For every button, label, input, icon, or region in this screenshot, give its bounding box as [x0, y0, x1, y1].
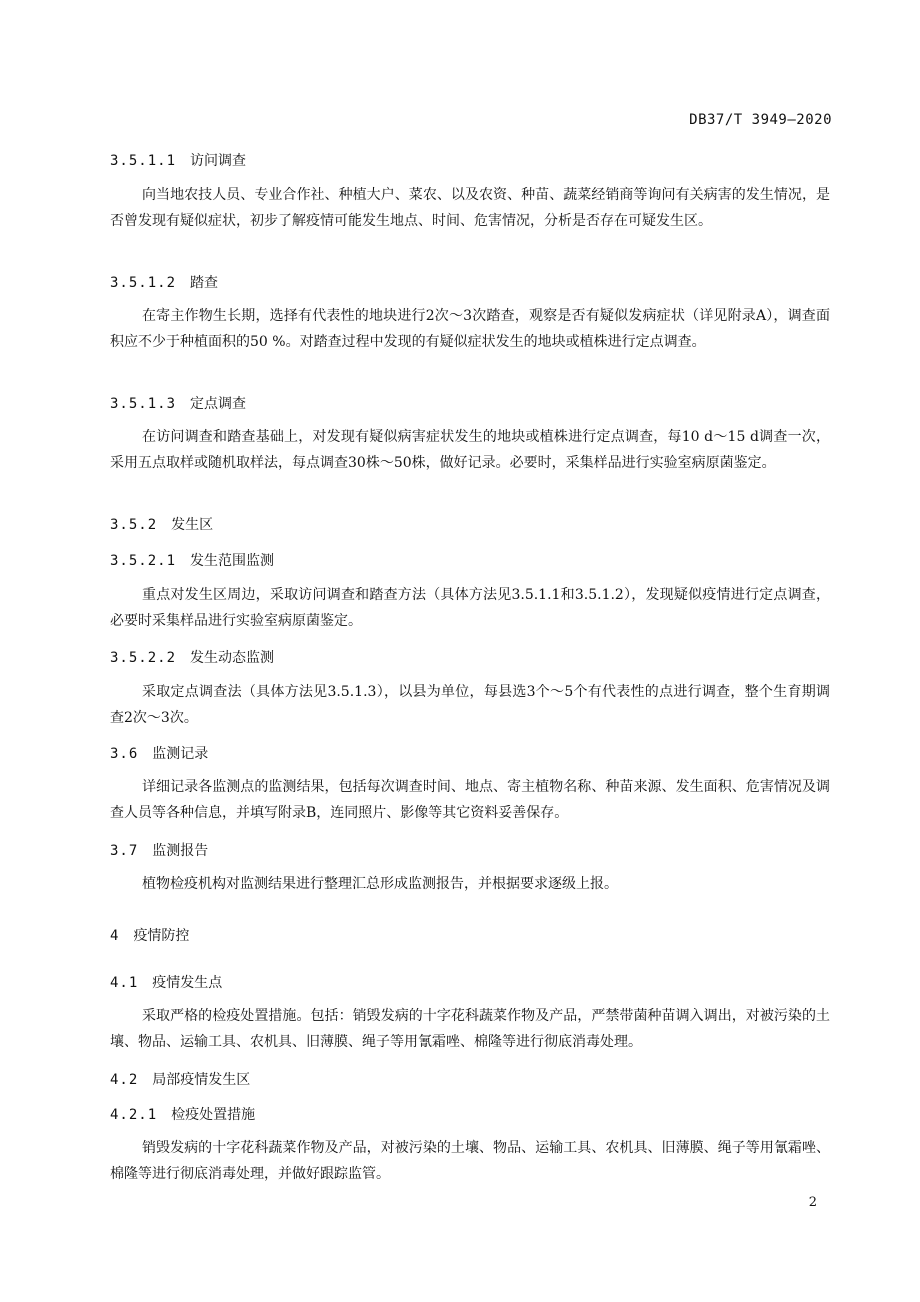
section-heading — [110, 647, 274, 667]
section-number: 4.2.1 — [110, 1107, 158, 1123]
page-number: 2 — [808, 1195, 817, 1210]
section-paragraph: 向当地农技人员、专业合作社、种植大户、菜农、以及农资、种苗、蔬菜经销商等询问有关病害的发生情况，是否曾发现有疑似症状，初步了解疫情可能发生地点、时间、危害情况，分析是否存在可疑发生区。 — [110, 187, 830, 229]
section-paragraph: 采取严格的检疫处置措施。包括：销毁发病的十字花科蔬菜作物及产品，严禁带菌种苗调入调出，对被污染的土壤、物品、运输工具、农机具、旧薄膜、绳子等用氰霜唑、棉隆等进行彻底消毒处理。 — [110, 1008, 830, 1050]
section-title: 发生范围监测 — [190, 553, 275, 569]
section-paragraph: 植物检疫机构对监测结果进行整理汇总形成监测报告，并根据要求逐级上报。 — [142, 876, 618, 892]
section-title: 踏查 — [190, 275, 219, 291]
section-heading — [110, 393, 246, 413]
document-code: DB37/T 3949—2020 — [689, 112, 832, 128]
section-heading — [110, 1069, 250, 1089]
section-title: 访问调查 — [190, 153, 247, 169]
section-paragraph: 采取定点调查法（具体方法见3.5.1.3），以县为单位，每县选3个～5个有代表性的点进行调查，整个生育期调查2次～3次。 — [110, 684, 830, 726]
chapter-heading — [110, 925, 189, 945]
section-heading — [110, 550, 274, 570]
section-title: 发生动态监测 — [190, 650, 275, 666]
section-number: 3.5.2 — [110, 517, 158, 533]
section-number: 3.5.2.1 — [110, 553, 177, 569]
section-number: 3.5.1.3 — [110, 396, 177, 412]
section-number: 3.5.2.2 — [110, 650, 177, 666]
section-number: 3.6 — [110, 746, 139, 762]
section-title: 疫情防控 — [133, 928, 190, 944]
section-heading — [110, 514, 213, 534]
section-number: 4.2 — [110, 1072, 139, 1088]
section-number: 4 — [110, 928, 120, 944]
section-number: 3.5.1.2 — [110, 275, 177, 291]
section-paragraph: 在寄主作物生长期，选择有代表性的地块进行2次～3次踏查，观察是否有疑似发病症状（详见附录A），调查面积应不少于种植面积的50 %。对踏查过程中发现的有疑似症状发生的地块或植株进行定点调查。 — [110, 308, 830, 350]
section-heading — [110, 150, 246, 170]
section-heading — [110, 743, 208, 763]
section-number: 3.5.1.1 — [110, 153, 177, 169]
section-title: 局部疫情发生区 — [152, 1072, 251, 1088]
section-title: 疫情发生点 — [152, 975, 223, 991]
section-paragraph: 详细记录各监测点的监测结果，包括每次调查时间、地点、寄主植物名称、种苗来源、发生面积、危害情况及调查人员等各种信息，并填写附录B，连同照片、影像等其它资料妥善保存。 — [110, 779, 830, 821]
section-title: 发生区 — [171, 517, 214, 533]
section-paragraph: 销毁发病的十字花科蔬菜作物及产品，对被污染的土壤、物品、运输工具、农机具、旧薄膜、绳子等用氰霜唑、棉隆等进行彻底消毒处理，并做好跟踪监管。 — [110, 1140, 830, 1182]
section-paragraph: 重点对发生区周边，采取访问调查和踏查方法（具体方法见3.5.1.1和3.5.1.2），发现疑似疫情进行定点调查，必要时采集样品进行实验室病原菌鉴定。 — [110, 587, 830, 629]
section-title: 监测报告 — [152, 843, 209, 859]
section-number: 4.1 — [110, 975, 139, 991]
section-heading — [110, 272, 218, 292]
section-number: 3.7 — [110, 843, 139, 859]
section-heading — [110, 972, 222, 992]
section-paragraph: 在访问调查和踏查基础上，对发现有疑似病害症状发生的地块或植株进行定点调查，每10 d～15 d调查一次，采用五点取样或随机取样法，每点调查30株～50株，做好记录。必要时，采集样品进行实验室病原菌鉴定。 — [110, 429, 830, 471]
section-title: 检疫处置措施 — [171, 1107, 256, 1123]
section-heading — [110, 1104, 255, 1124]
section-title: 定点调查 — [190, 396, 247, 412]
section-heading — [110, 840, 208, 860]
section-title: 监测记录 — [152, 746, 209, 762]
